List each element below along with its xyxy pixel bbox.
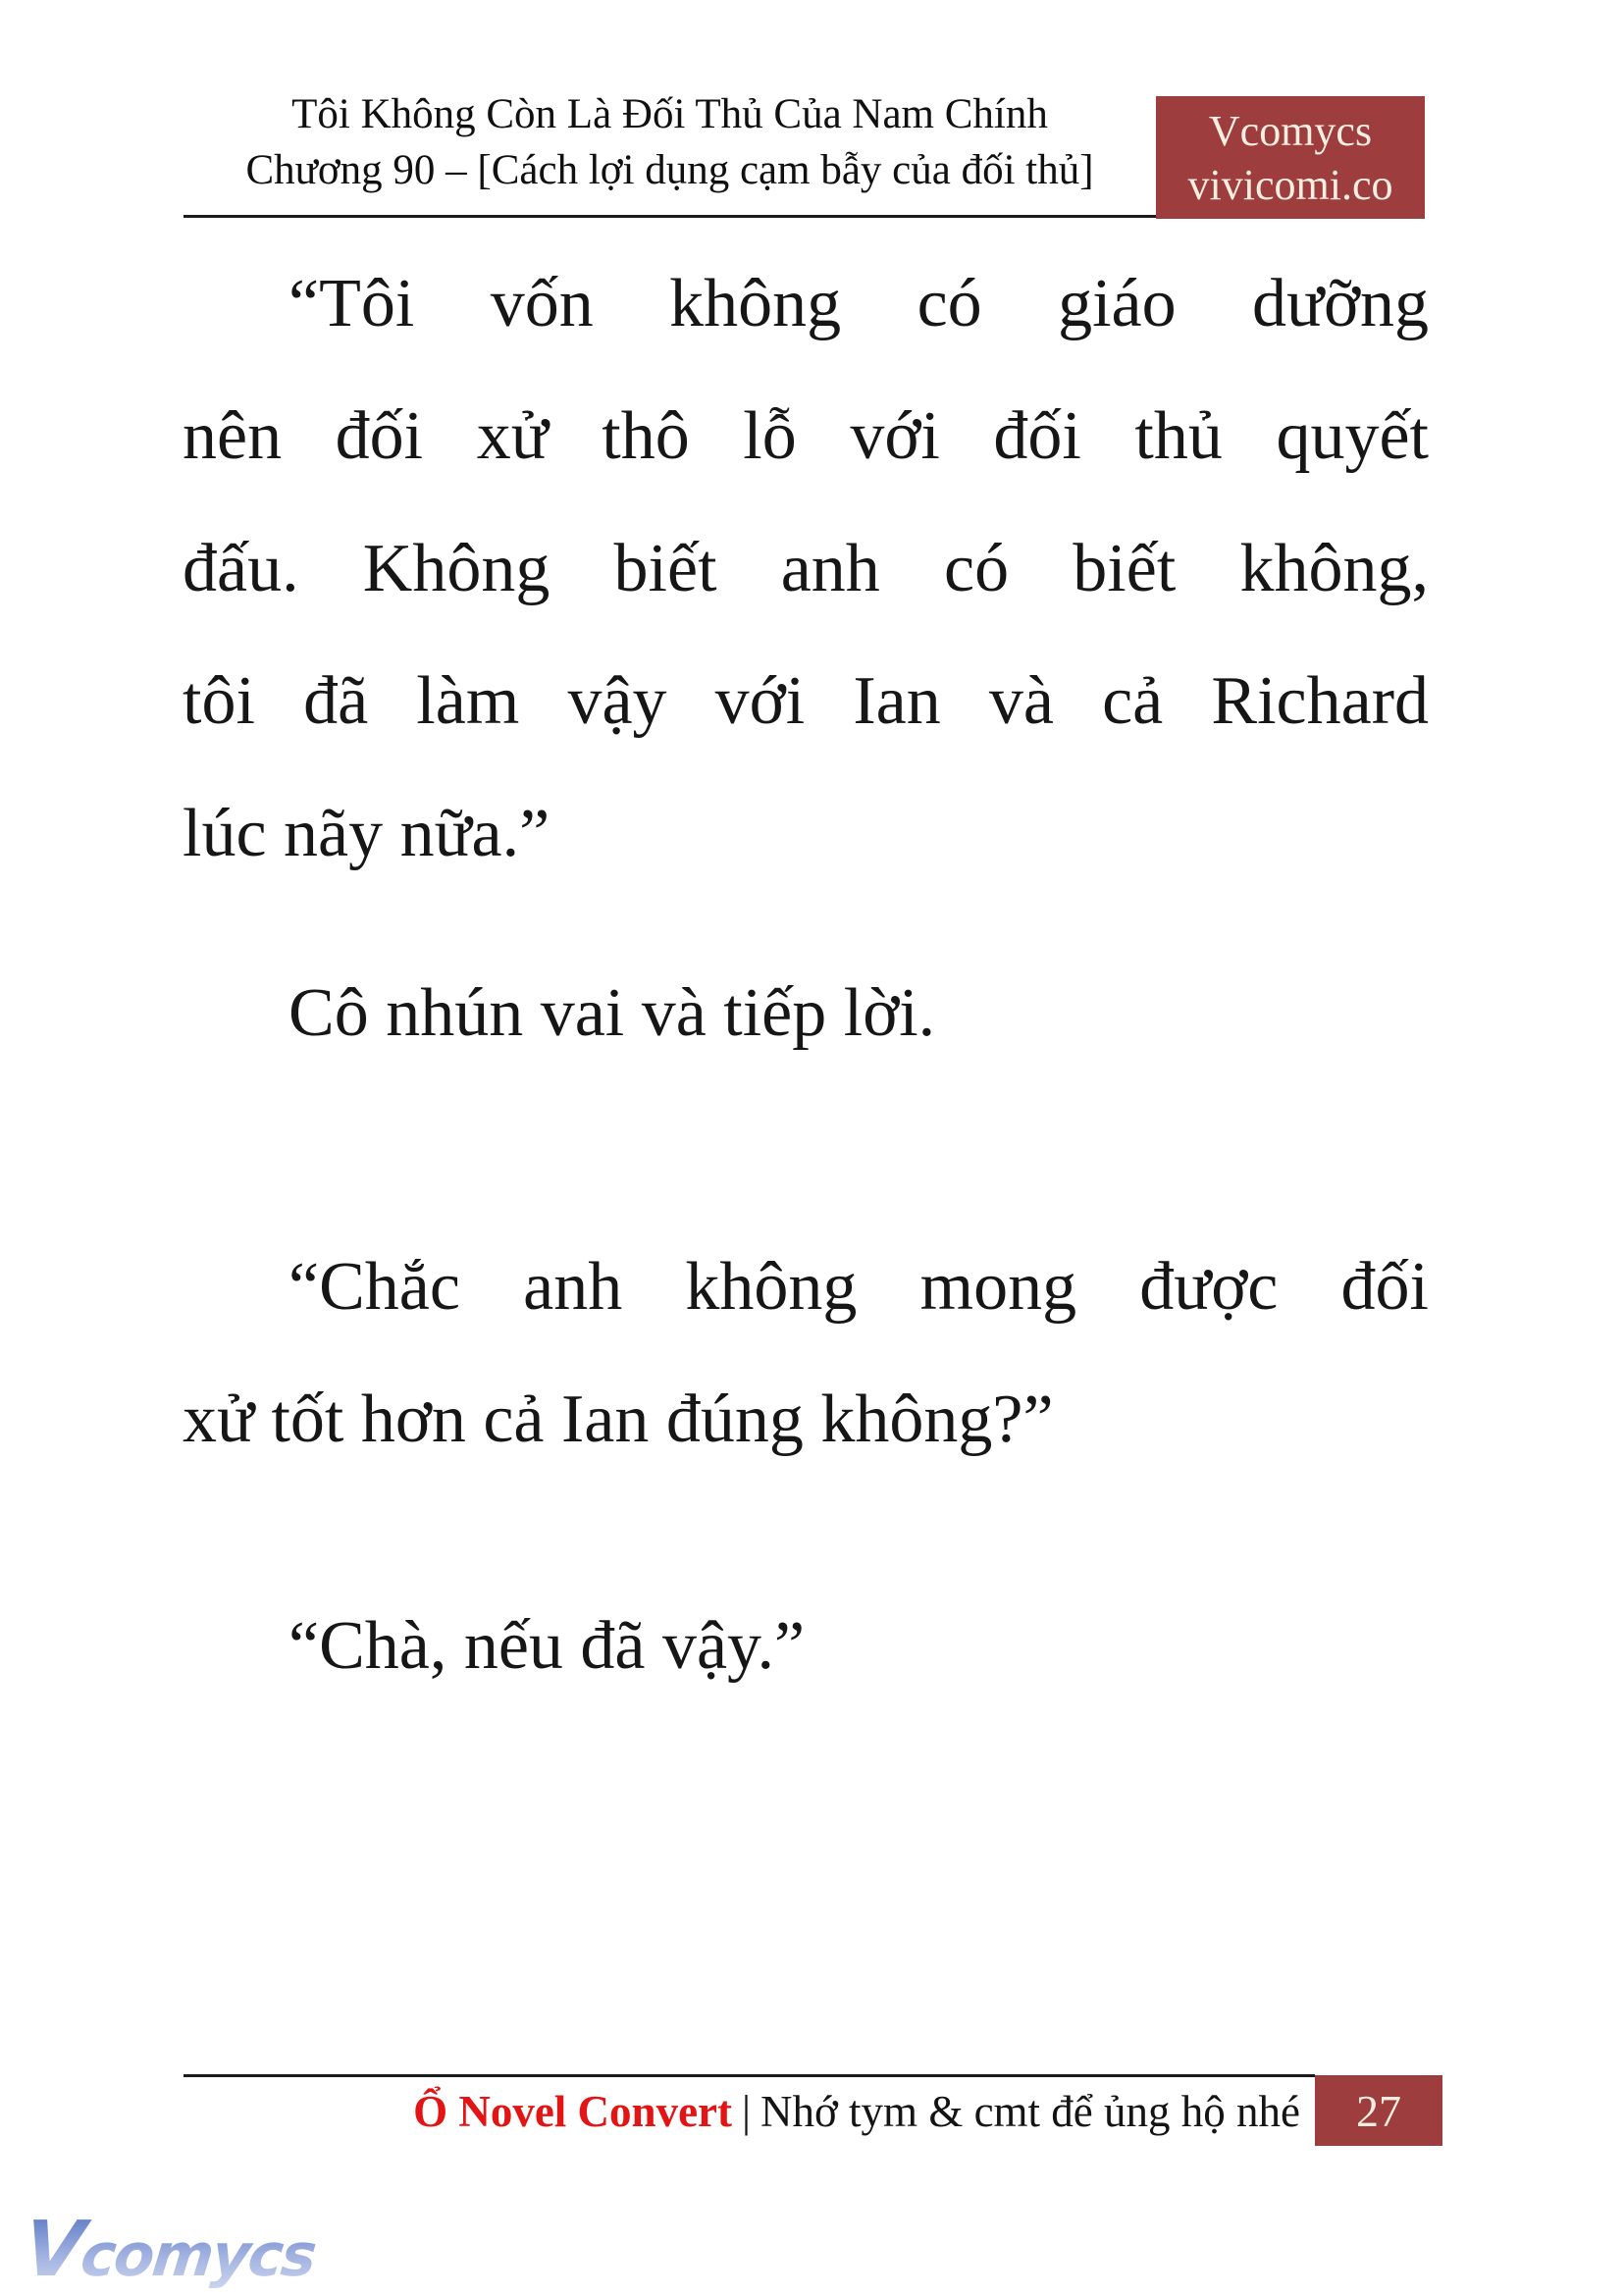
text-line: Cô nhún vai và tiếp lời.: [288, 975, 936, 1051]
body-text: [183, 237, 1429, 1712]
text-line: “Tôi vốn không có giáo dưỡng: [288, 266, 1429, 341]
brand-box: [1156, 96, 1425, 219]
watermark-initial: V: [20, 2206, 87, 2294]
vcomycs-watermark-logo: [20, 2206, 320, 2294]
text-line: “Chà, nếu đã vậy.”: [288, 1608, 806, 1684]
page-footer: [183, 2084, 1300, 2139]
text-line: xử tốt hơn cả Ian đúng không?”: [183, 1382, 1054, 1457]
paragraph-dialogue-1: [183, 237, 1429, 900]
text-line: đấu. Không biết anh có biết không,: [183, 531, 1429, 606]
page-number: 27: [1356, 2085, 1401, 2136]
page-header: [183, 86, 1156, 198]
page-number-badge: [1315, 2075, 1442, 2146]
footer-brand: Ổ Novel Convert: [413, 2087, 732, 2136]
brand-site: vivicomi.co: [1187, 160, 1393, 209]
text-line: tôi đã làm vậy với Ian và cả Richard: [183, 663, 1429, 739]
chapter-title: Chương 90 – [Cách lợi dụng cạm bẫy của đối thủ]: [245, 147, 1094, 193]
brand-name: Vcomycs: [1208, 106, 1373, 155]
text-line: lúc nãy nữa.”: [183, 796, 550, 871]
paragraph-dialogue-3: [183, 1580, 1429, 1712]
footer-divider: [183, 2074, 1315, 2077]
paragraph-dialogue-2: [183, 1221, 1429, 1486]
header-divider: [183, 215, 1156, 218]
watermark-rest: comycs: [78, 2221, 319, 2290]
text-line: nên đối xử thô lỗ với đối thủ quyết: [183, 398, 1429, 474]
footer-separator: |: [742, 2087, 752, 2136]
paragraph-narration: [183, 947, 1429, 1079]
footer-note: Nhớ tym & cmt để ủng hộ nhé: [760, 2087, 1300, 2136]
novel-title: Tôi Không Còn Là Đối Thủ Của Nam Chính: [291, 91, 1048, 137]
text-line: “Chắc anh không mong được đối: [288, 1249, 1429, 1325]
